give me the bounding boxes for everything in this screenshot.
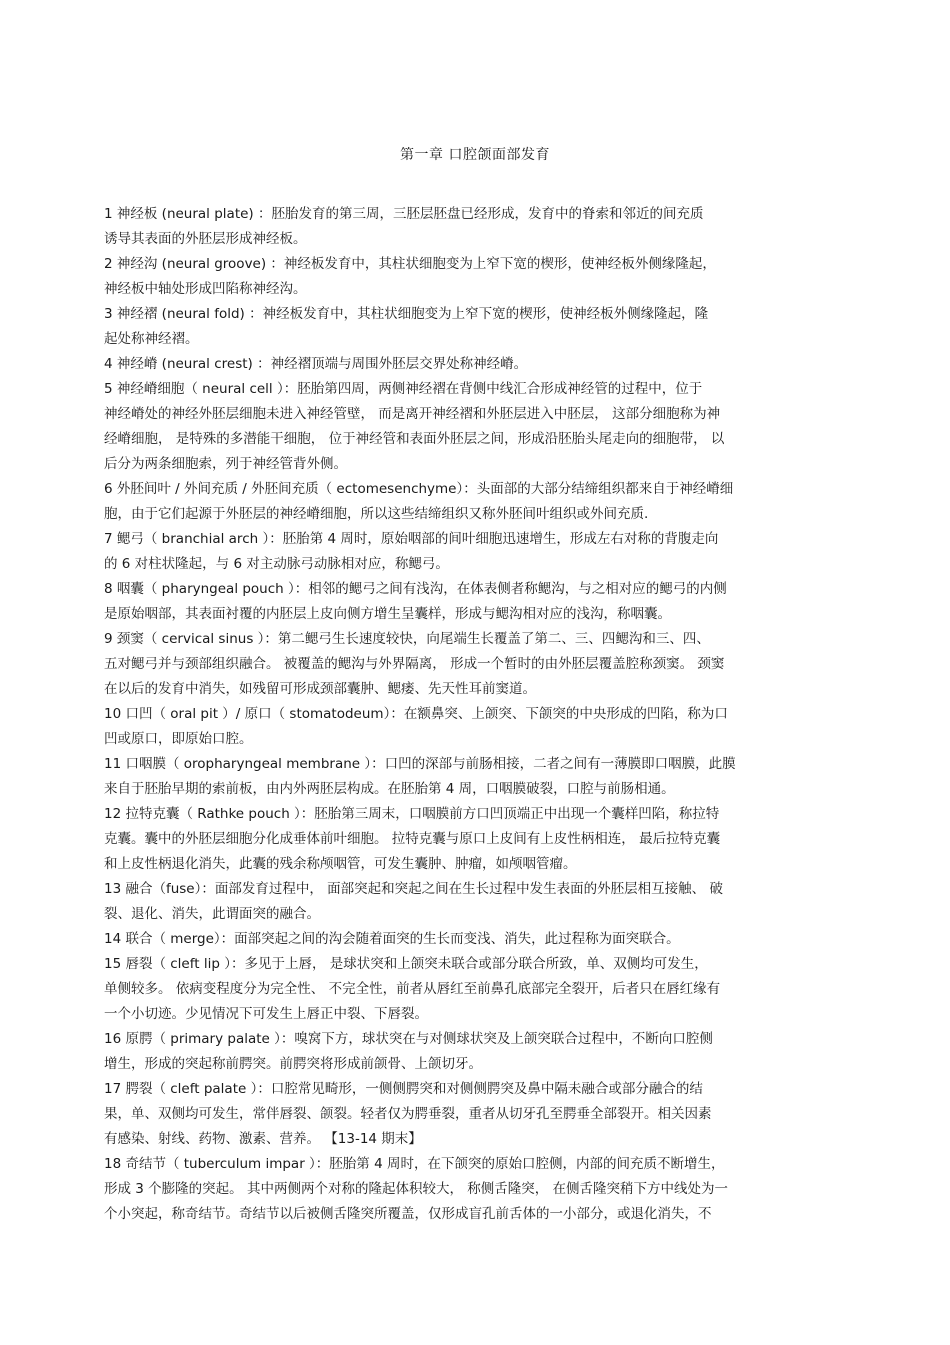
text-line: 16 原腭（ primary palate ）：嗅窝下方，球状突在与对侧球状突及上颌突联合过程中，不断向口腔侧 bbox=[104, 1031, 713, 1047]
text-line: 是原始咽部，其表面衬覆的内胚层上皮向侧方增生呈囊样，形成与鳃沟相对应的浅沟，称咽囊。 bbox=[104, 606, 671, 622]
text-line: 12 拉特克囊（ Rathke pouch ）：胚胎第三周末，口咽膜前方口凹顶端正中出现一个囊样凹陷，称拉特 bbox=[104, 806, 720, 822]
text-line: 裂、退化、消失，此谓面突的融合。 bbox=[104, 906, 320, 922]
text-line: 五对鳃弓并与颈部组织融合。 被覆盖的鳃沟与外界隔离， 形成一个暂时的由外胚层覆盖腔称颈窦。 颈窦 bbox=[104, 656, 725, 672]
text-line: 10 口凹（ oral pit ）/ 原口（ stomatodeum）：在额鼻突、上颌突、下颌突的中央形成的凹陷，称为口 bbox=[104, 706, 728, 722]
text-line: 7 鳃弓（ branchial arch ）：胚胎第 4 周时，原始咽部的间叶细胞迅速增生，形成左右对称的背腹走向 bbox=[104, 531, 719, 547]
text-line: 15 唇裂（ cleft lip ）：多见于上唇， 是球状突和上颌突未联合或部分联合所致，单、双侧均可发生， bbox=[104, 956, 708, 972]
text-line: 11 口咽膜（ oropharyngeal membrane ）：口凹的深部与前肠相接，二者之间有一薄膜即口咽膜，此膜 bbox=[104, 756, 736, 772]
text-line: 诱导其表面的外胚层形成神经板。 bbox=[104, 231, 307, 247]
text-line: 来自于胚胎早期的索前板，由内外两胚层构成。在胚胎第 4 周，口咽膜破裂，口腔与前肠相通。 bbox=[104, 781, 675, 797]
text-line: 1 神经板 (neural plate) ：胚胎发育的第三周，三胚层胚盘已经形成，发育中的脊索和邻近的间充质 bbox=[104, 206, 704, 222]
text-line: 形成 3 个膨隆的突起。 其中两侧两个对称的隆起体积较大， 称侧舌隆突， 在侧舌隆突稍下方中线处为一 bbox=[104, 1181, 729, 1197]
text-line: 6 外胚间叶 / 外间充质 / 外胚间充质（ ectomesenchyme）：头面部的大部分结缔组织都来自于神经嵴细 bbox=[104, 481, 734, 497]
text-line: 起处称神经褶。 bbox=[104, 331, 199, 347]
text-line: 和上皮性柄退化消失，此囊的残余称颅咽管，可发生囊肿、肿瘤，如颅咽管瘤。 bbox=[104, 856, 577, 872]
text-line: 个小突起，称奇结节。奇结节以后被侧舌隆突所覆盖，仅形成盲孔前舌体的一小部分，或退化消失，不 bbox=[104, 1206, 712, 1222]
text-line: 克囊。囊中的外胚层细胞分化成垂体前叶细胞。 拉特克囊与原口上皮间有上皮性柄相连， 最后拉特克囊 bbox=[104, 831, 721, 847]
text-line: 8 咽囊（ pharyngeal pouch ）：相邻的鳃弓之间有浅沟，在体表侧者称鳃沟，与之相对应的鳃弓的内侧 bbox=[104, 581, 727, 597]
text-line: 单侧较多。 依病变程度分为完全性、 不完全性，前者从唇红至前鼻孔底部完全裂开，后者只在唇红缘有 bbox=[104, 981, 721, 997]
text-line: 增生，形成的突起称前腭突。前腭突将形成前颌骨、上颌切牙。 bbox=[104, 1056, 482, 1072]
text-line: 有感染、射线、药物、激素、营养。 【13-14 期末】 bbox=[104, 1131, 422, 1147]
chapter-title: 第一章 口腔颌面部发育 bbox=[400, 147, 550, 163]
text-line: 14 联合（ merge）：面部突起之间的沟会随着面突的生长而变浅、消失，此过程称为面突联合。 bbox=[104, 931, 680, 947]
text-line: 的 6 对柱状隆起，与 6 对主动脉弓动脉相对应，称鳃弓。 bbox=[104, 556, 449, 572]
text-line: 经嵴细胞， 是特殊的多潜能干细胞， 位于神经管和表面外胚层之间，形成沿胚胎头尾走向的细胞带， 以 bbox=[104, 431, 725, 447]
text-line: 17 腭裂（ cleft palate ）：口腔常见畸形，一侧侧腭突和对侧侧腭突及鼻中隔未融合或部分融合的结 bbox=[104, 1081, 703, 1097]
text-line: 果，单、双侧均可发生，常伴唇裂、颌裂。轻者仅为腭垂裂，重者从切牙孔至腭垂全部裂开。相关因素 bbox=[104, 1106, 712, 1122]
text-line: 5 神经嵴细胞（ neural cell ）：胚胎第四周，两侧神经褶在背侧中线汇合形成神经管的过程中，位于 bbox=[104, 381, 703, 397]
text-line: 2 神经沟 (neural groove) ：神经板发育中，其柱状细胞变为上窄下宽的楔形，使神经板外侧缘隆起， bbox=[104, 256, 716, 272]
text-line: 神经嵴处的神经外胚层细胞未进入神经管壁， 而是离开神经褶和外胚层进入中胚层， 这部分细胞称为神 bbox=[104, 406, 721, 422]
document-body bbox=[104, 202, 854, 1227]
text-line: 13 融合（fuse）：面部发育过程中， 面部突起和突起之间在生长过程中发生表面的外胚层相互接触、 破 bbox=[104, 881, 723, 897]
text-line: 凹或原口，即原始口腔。 bbox=[104, 731, 253, 747]
text-line: 后分为两条细胞索，列于神经管背外侧。 bbox=[104, 456, 347, 472]
text-line: 胞，由于它们起源于外胚层的神经嵴细胞，所以这些结缔组织又称外胚间叶组织或外间充质. bbox=[104, 506, 649, 522]
text-line: 3 神经褶 (neural fold) ：神经板发育中，其柱状细胞变为上窄下宽的楔形，使神经板外侧缘隆起，隆 bbox=[104, 306, 709, 322]
text-line: 神经板中轴处形成凹陷称神经沟。 bbox=[104, 281, 307, 297]
text-line: 一个小切迹。少见情况下可发生上唇正中裂、下唇裂。 bbox=[104, 1006, 428, 1022]
text-line: 4 神经嵴 (neural crest) ：神经褶顶端与周围外胚层交界处称神经嵴。 bbox=[104, 356, 528, 372]
text-line: 9 颈窦（ cervical sinus ）：第二鳃弓生长速度较快，向尾端生长覆盖了第二、三、四鳃沟和三、四、 bbox=[104, 631, 710, 647]
text-line: 在以后的发育中消失，如残留可形成颈部囊肿、鳃瘘、先天性耳前窦道。 bbox=[104, 681, 536, 697]
text-line: 18 奇结节（ tuberculum impar ）：胚胎第 4 周时，在下颌突的原始口腔侧，内部的间充质不断增生， bbox=[104, 1156, 725, 1172]
